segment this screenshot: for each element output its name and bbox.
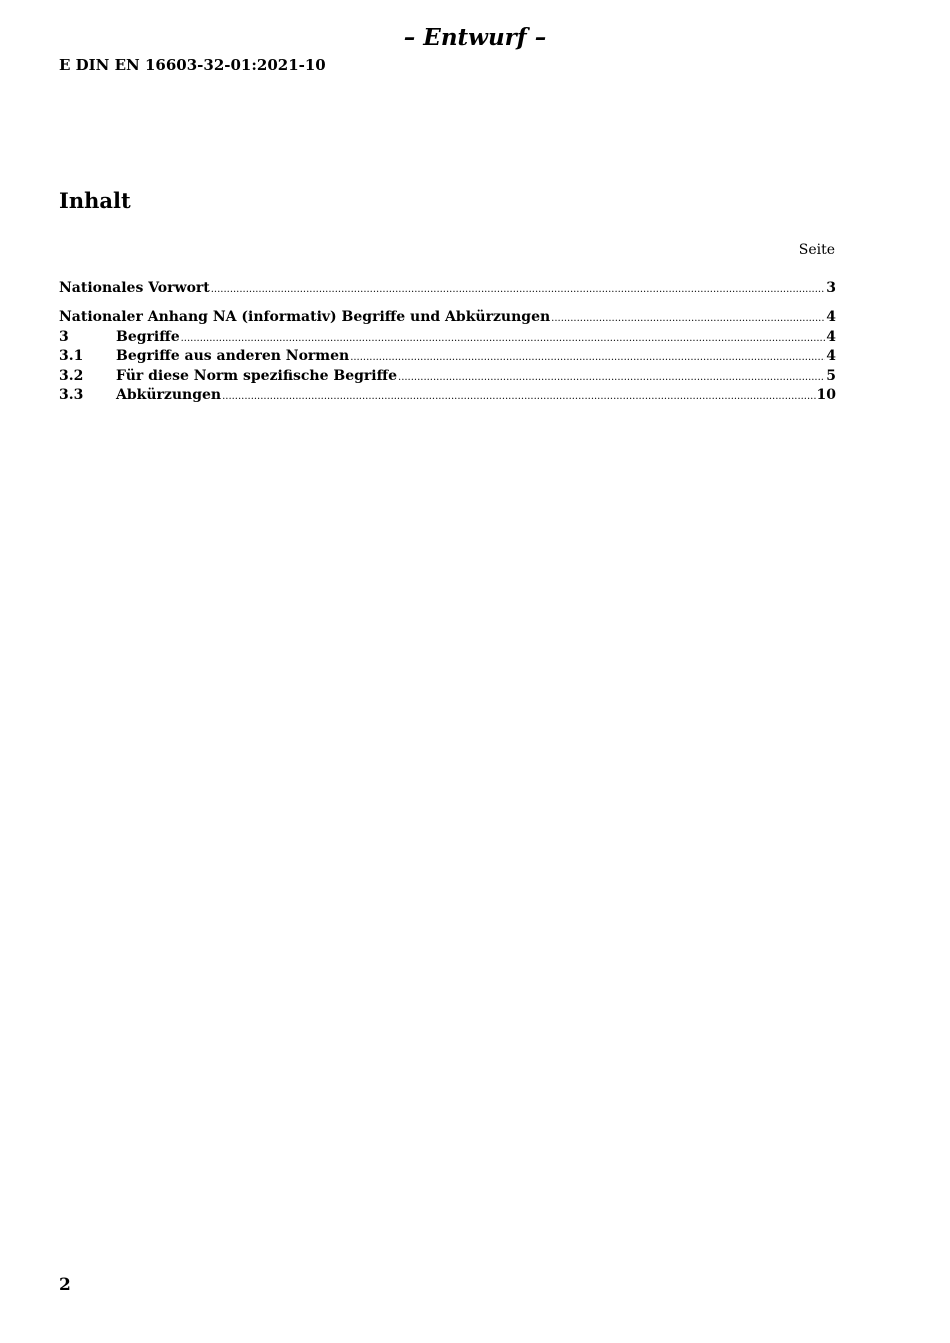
toc-entry-page: 3 (826, 280, 836, 296)
toc-entry-nationaler-anhang[interactable] (59, 308, 836, 328)
toc-entry-page: 10 (816, 387, 836, 403)
toc-entry-page: 4 (826, 328, 836, 345)
page-column-label: Seite (798, 242, 835, 258)
toc-entry-number: 3.1 (59, 348, 84, 364)
toc-dot-leader (398, 368, 825, 388)
toc-entry-title: Nationales Vorwort (59, 280, 210, 296)
toc-entry-title: Abkürzungen (116, 387, 222, 403)
draft-banner: – Entwurf – (403, 24, 547, 51)
toc-dot-leader (181, 329, 826, 349)
toc-heading: Inhalt (59, 188, 131, 213)
toc-entry-nationales-vorwort[interactable] (59, 279, 836, 299)
toc-entry-title: Begriffe (116, 328, 180, 345)
toc-dot-leader (222, 387, 815, 407)
toc-entry-3-1[interactable] (59, 347, 836, 367)
toc-entry-page: 4 (826, 348, 836, 364)
toc-entry-3-2[interactable] (59, 367, 836, 387)
toc-entry-number: 3 (59, 328, 69, 345)
document-id: E DIN EN 16603-32-01:2021-10 (59, 56, 326, 74)
toc-entry-number: 3.3 (59, 387, 84, 403)
toc-entry-page: 5 (826, 367, 836, 384)
toc-dot-leader (211, 280, 826, 300)
toc-dot-leader (350, 348, 825, 368)
toc-entry-title: Begriffe aus anderen Normen (116, 348, 350, 364)
toc-entry-title: Nationaler Anhang NA (informativ) Begriffe und Abkürzungen (59, 309, 551, 325)
toc-dot-leader (551, 309, 825, 329)
table-of-contents (59, 279, 836, 406)
toc-entry-3-3[interactable] (59, 386, 836, 406)
toc-entry-title: Für diese Norm spezifische Begriffe (116, 367, 398, 384)
toc-entry-3[interactable] (59, 328, 836, 348)
page-number: 2 (59, 1275, 71, 1295)
toc-entry-page: 4 (826, 309, 836, 325)
toc-entry-number: 3.2 (59, 367, 84, 384)
